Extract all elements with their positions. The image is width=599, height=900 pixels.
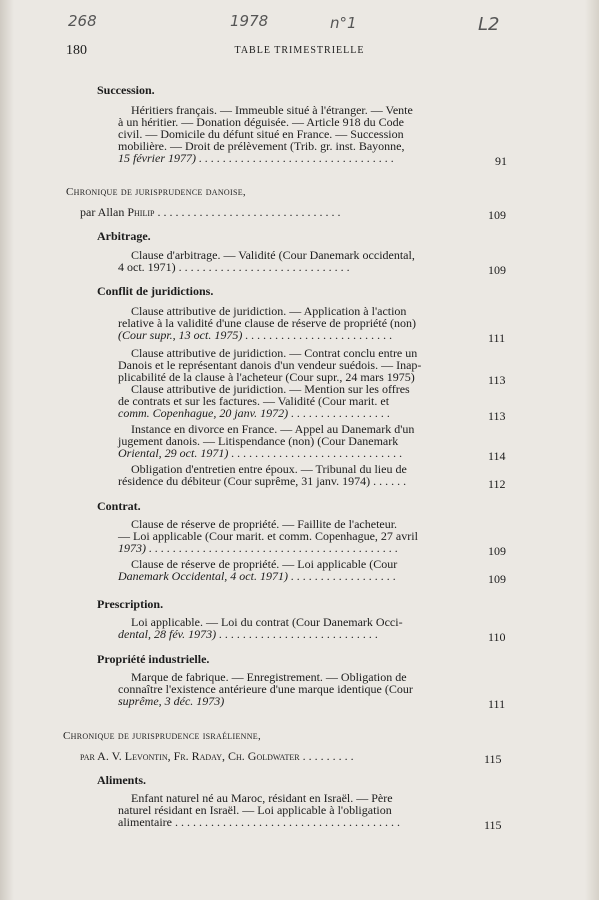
entry-line: naturel résidant en Israël. — Loi applicable à l'obligation xyxy=(118,803,392,817)
entry-page: 109 xyxy=(488,572,506,586)
chronicle-authors: par Allan Philip ............................... xyxy=(80,205,344,219)
running-title: TABLE TRIMESTRIELLE xyxy=(234,45,365,56)
entry-citation: comm. Copenhague, 20 janv. 1972) xyxy=(118,406,289,420)
entry-page: 113 xyxy=(488,409,506,423)
entry-line: comm. Copenhague, 20 janv. 1972) ................. xyxy=(118,406,394,420)
entry-line: relative à la validité d'une clause de réserve de propriété (non) xyxy=(118,316,417,330)
entry-line: Héritiers français. — Immeuble situé à l'étranger. — Vente xyxy=(131,103,413,117)
chronicle-title-israeli: Chronique de jurisprudence israélienne, xyxy=(63,730,262,742)
entry-citation: (Cour supr., 13 oct. 1975) xyxy=(118,328,243,342)
chronicle-title-danish: Chronique de jurisprudence danoise, xyxy=(66,186,246,198)
entry-line: Clause attributive de juridiction. — Application à l'action xyxy=(131,304,407,318)
page-number: 180 xyxy=(66,43,87,58)
entry-page: 109 xyxy=(488,208,506,222)
entry-line: Marque de fabrique. — Enregistrement. — Obligation de xyxy=(131,670,407,684)
section-heading-contrat: Contrat. xyxy=(97,499,141,513)
right-shadow xyxy=(585,0,599,900)
entry-line: Clause de réserve de propriété. — Loi applicable (Cour xyxy=(131,557,398,571)
section-heading-conflit: Conflit de juridictions. xyxy=(97,284,214,298)
entry-line: Clause d'arbitrage. — Validité (Cour Danemark occidental, xyxy=(131,248,415,262)
entry-line: Clause attributive de juridiction. — Contrat conclu entre un xyxy=(131,346,418,360)
entry-line: 4 oct. 1971) ............................. xyxy=(118,260,353,274)
entry-line: Enfant naturel né au Maroc, résidant en Israël. — Père xyxy=(131,791,393,805)
entry-line: alimentaire ...................................... xyxy=(118,815,403,829)
entry-page: 110 xyxy=(488,630,506,644)
entry-line: mobilière. — Droit de prélèvement (Trib. gr. inst. Bayonne, xyxy=(118,139,405,153)
entry-line: Instance en divorce en France. — Appel au Danemark d'un xyxy=(131,422,415,436)
entry-line: dental, 28 fév. 1973) ........................... xyxy=(118,627,382,641)
section-heading-propriete: Propriété industrielle. xyxy=(97,652,210,666)
entry-page: 112 xyxy=(488,477,506,491)
entry-line: connaître l'existence antérieure d'une marque identique (Cour xyxy=(118,682,413,696)
entry-page: 115 xyxy=(484,818,502,832)
entry-line: résidence du débiteur (Cour suprême, 31 janv. 1974) ...... xyxy=(118,474,410,488)
entry-line: suprême, 3 déc. 1973) xyxy=(118,694,225,708)
entry-citation: alimentaire xyxy=(118,815,172,829)
entry-citation: Oriental, 29 oct. 1971) xyxy=(118,446,229,460)
entry-page: 113 xyxy=(488,373,506,387)
entry-line: à un héritier. — Donation déguisée. — Article 918 du Code xyxy=(118,115,404,129)
left-shadow xyxy=(0,0,14,900)
entry-citation: dental, 28 fév. 1973) xyxy=(118,627,217,641)
entry-page: 111 xyxy=(488,697,506,711)
chronicle-author: Philip xyxy=(127,205,155,219)
entry-page: 111 xyxy=(488,331,506,345)
handwritten-number: n°1 xyxy=(330,14,357,32)
section-heading-arbitrage: Arbitrage. xyxy=(97,229,151,243)
entry-citation: Danemark Occidental, 4 oct. 1971) xyxy=(118,569,288,583)
chronicle-by: par A. V. Levontin, Fr. Raday, Ch. Goldwater xyxy=(80,749,300,763)
chronicle-authors: par A. V. Levontin, Fr. Raday, Ch. Goldwater ......... xyxy=(80,749,357,763)
entry-citation: résidence du débiteur (Cour suprême, 31 janv. 1974) xyxy=(118,474,371,488)
section-heading-succession: Succession. xyxy=(97,83,155,97)
entry-page: 109 xyxy=(488,263,506,277)
entry-page: 109 xyxy=(488,544,506,558)
entry-line: Obligation d'entretien entre époux. — Tribunal du lieu de xyxy=(131,462,407,476)
handwritten-code: L2 xyxy=(478,14,500,35)
entry-line: 15 février 1977) ................................. xyxy=(118,151,397,165)
entry-line: 1973) .......................................... xyxy=(118,541,401,555)
entry-line: jugement danois. — Litispendance (non) (Cour Danemark xyxy=(118,434,399,448)
entry-page: 115 xyxy=(484,752,502,766)
entry-line: Danemark Occidental, 4 oct. 1971) .................. xyxy=(118,569,399,583)
entry-line: Clause de réserve de propriété. — Faillite de l'acheteur. xyxy=(131,517,398,531)
entry-line: de contrats et sur les factures. — Validité (Cour marit. et xyxy=(118,394,390,408)
handwritten-year: 1978 xyxy=(230,12,269,30)
entry-citation: 4 oct. 1971) xyxy=(118,260,176,274)
entry-line: (Cour supr., 13 oct. 1975) ......................... xyxy=(118,328,396,342)
entry-page: 114 xyxy=(488,449,506,463)
entry-page: 91 xyxy=(495,154,507,168)
entry-citation: 15 février 1977) xyxy=(118,151,196,165)
entry-line: Oriental, 29 oct. 1971) ............................. xyxy=(118,446,406,460)
entry-line: Danois et le représentant danois d'un vendeur suédois. — Inap- xyxy=(118,358,422,372)
entry-line: — Loi applicable (Cour marit. et comm. Copenhague, 27 avril xyxy=(118,529,418,543)
entry-line: civil. — Domicile du défunt situé en France. — Succession xyxy=(118,127,404,141)
chronicle-by: par Allan xyxy=(80,205,125,219)
entry-line: Loi applicable. — Loi du contrat (Cour Danemark Occi- xyxy=(131,615,403,629)
section-heading-prescription: Prescription. xyxy=(97,597,164,611)
entry-citation: 1973) xyxy=(118,541,146,555)
section-heading-aliments: Aliments. xyxy=(97,773,146,787)
entry-line: Clause attributive de juridiction. — Mention sur les offres xyxy=(131,382,410,396)
handwritten-note: 268 xyxy=(68,12,97,30)
entry-line: plicabilité de la clause à l'acheteur (Cour supr., 24 mars 1975) xyxy=(118,370,415,384)
